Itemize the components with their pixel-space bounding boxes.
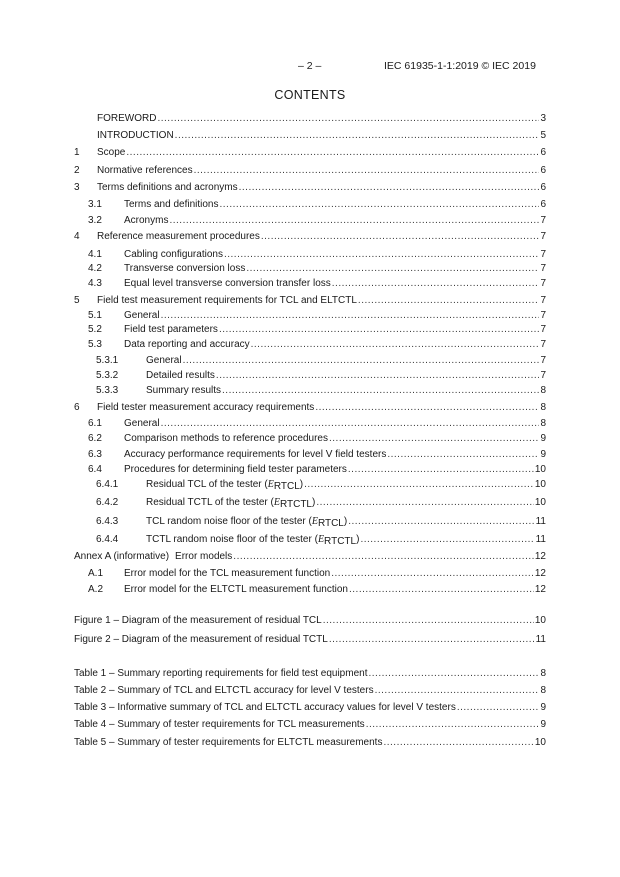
dot-leader — [348, 464, 534, 476]
toc-entry-title: General — [124, 418, 160, 429]
dot-leader — [246, 263, 539, 275]
dot-leader — [348, 516, 534, 528]
dot-leader — [315, 402, 539, 414]
toc-entry-number: 6.2 — [88, 433, 102, 444]
dot-leader — [368, 668, 539, 680]
dot-leader — [175, 130, 540, 142]
dot-leader — [383, 737, 533, 749]
toc-entry[interactable] — [74, 685, 546, 697]
toc-entry-page: 9 — [540, 719, 546, 730]
toc-entry[interactable] — [74, 668, 546, 680]
toc-entry-page: 6 — [540, 147, 546, 158]
dot-leader — [251, 339, 540, 351]
toc-entry-number: 2 — [74, 165, 80, 176]
toc-entry-page: 7 — [540, 278, 546, 289]
toc-entry-title: Error models — [175, 551, 233, 562]
toc-entry-number: 6.4.3 — [96, 516, 119, 527]
toc-entry[interactable] — [74, 534, 546, 548]
toc-entry-title: Error model for the ELTCTL measurement function — [124, 584, 348, 595]
toc-entry-title: Field test parameters — [124, 324, 218, 335]
toc-entry-page: 10 — [534, 737, 546, 748]
toc-entry-title: Table 1 – Summary reporting requirements for field test equipment — [74, 668, 368, 679]
toc-entry-number: 1 — [74, 147, 80, 158]
toc-entry-page: 7 — [540, 263, 546, 274]
toc-entry[interactable] — [74, 497, 546, 511]
dot-leader — [216, 370, 540, 382]
toc-entry[interactable] — [74, 355, 546, 367]
toc-entry[interactable] — [74, 215, 546, 227]
toc-entry[interactable] — [74, 615, 546, 627]
toc-entry-page: 8 — [540, 685, 546, 696]
dot-leader — [161, 310, 540, 322]
toc-entry[interactable] — [74, 147, 546, 159]
toc-entry-title: Field tester measurement accuracy requirements — [97, 402, 315, 413]
toc-entry-title: General — [146, 355, 182, 366]
toc-entry-title: Table 2 – Summary of TCL and ELTCTL accuracy for level V testers — [74, 685, 374, 696]
toc-entry[interactable] — [74, 278, 546, 290]
dot-leader — [161, 418, 540, 430]
toc-entry-title: Field test measurement requirements for TCL and ELTCTL — [97, 295, 357, 306]
dot-leader — [323, 615, 534, 627]
toc-entry-page: 12 — [534, 551, 546, 562]
toc-entry[interactable] — [74, 249, 546, 261]
toc-entry-page: 10 — [534, 479, 546, 490]
toc-entry-title: TCTL random noise floor of the tester (ERTCTL) — [146, 534, 360, 547]
toc-entry-title: Equal level transverse conversion transfer loss — [124, 278, 331, 289]
toc-entry-title: Accuracy performance requirements for level V field testers — [124, 449, 387, 460]
toc-entry-number: 6.4 — [88, 464, 102, 475]
toc-entry-number: 6.4.1 — [96, 479, 119, 490]
toc-entry[interactable] — [74, 231, 546, 243]
toc-entry-title: Scope — [97, 147, 126, 158]
toc-entry-number: 6.4.2 — [96, 497, 119, 508]
toc-entry[interactable] — [74, 263, 546, 275]
symbol: E — [273, 497, 280, 508]
toc-entry[interactable] — [74, 165, 546, 177]
dot-leader — [219, 324, 540, 336]
toc-entry-page: 10 — [534, 464, 546, 475]
toc-entry-title: Residual TCL of the tester (ERTCL) — [146, 479, 304, 492]
dot-leader — [366, 719, 540, 731]
toc-entry-page: 9 — [540, 449, 546, 460]
toc-entry-number: 6.4.4 — [96, 534, 119, 545]
dot-leader — [224, 249, 539, 261]
dot-leader — [375, 685, 540, 697]
toc-entry[interactable] — [74, 719, 546, 731]
toc-entry-page: 7 — [540, 295, 546, 306]
symbol-subscript: RTCTL — [324, 536, 357, 547]
dot-leader — [387, 449, 539, 461]
toc-entry-page: 10 — [534, 615, 546, 626]
symbol-subscript: RTCL — [317, 518, 344, 529]
symbol-subscript: RTCL — [273, 481, 300, 492]
toc-entry[interactable] — [74, 702, 546, 714]
toc-entry-title: TCL random noise floor of the tester (ERTCL) — [146, 516, 348, 529]
dot-leader — [331, 568, 534, 580]
toc-entry-title: Terms and definitions — [124, 199, 219, 210]
toc-entry-page: 7 — [540, 370, 546, 381]
toc-entry-title: Detailed results — [146, 370, 215, 381]
toc-entry-number: 4 — [74, 231, 80, 242]
symbol: E — [311, 516, 318, 527]
toc-entry[interactable] — [74, 449, 546, 461]
dot-leader — [329, 433, 539, 445]
toc-entry-number: 5.3.1 — [96, 355, 119, 366]
toc-entry[interactable] — [74, 464, 546, 476]
toc-entry[interactable] — [74, 402, 546, 414]
toc-entry[interactable] — [74, 516, 546, 530]
dot-leader — [457, 702, 540, 714]
toc-entry-title: Table 5 – Summary of tester requirements for ELTCTL measurements — [74, 737, 383, 748]
toc-entry-number: 6 — [74, 402, 80, 413]
toc-entry-number: 3.1 — [88, 199, 102, 210]
toc-entry[interactable] — [74, 433, 546, 445]
dot-leader — [169, 215, 539, 227]
toc-entry[interactable] — [74, 370, 546, 382]
dot-leader — [329, 634, 535, 646]
toc-entry-title: Reference measurement procedures — [97, 231, 260, 242]
toc-entry[interactable] — [74, 737, 546, 749]
toc-entry-number: 4.1 — [88, 249, 102, 260]
toc-entry-title: FOREWORD — [97, 113, 157, 124]
toc-entry-page: 7 — [540, 249, 546, 260]
toc-entry-page: 8 — [540, 385, 546, 396]
toc-entry-page: 3 — [540, 113, 546, 124]
toc-entry[interactable] — [74, 310, 546, 322]
toc-entry[interactable] — [74, 385, 546, 397]
toc-entry-number: 5.3.3 — [96, 385, 119, 396]
toc-entry[interactable] — [74, 634, 546, 646]
toc-entry-title: Error model for the TCL measurement function — [124, 568, 331, 579]
toc-entry-number: A.2 — [88, 584, 104, 595]
toc-entry-number: 6.1 — [88, 418, 102, 429]
toc-entry-title: Procedures for determining field tester parameters — [124, 464, 347, 475]
toc-entry[interactable] — [74, 568, 546, 580]
toc-entry-page: 9 — [540, 702, 546, 713]
dot-leader — [360, 534, 534, 546]
toc-entry-page: 7 — [540, 339, 546, 350]
toc-entry-page: 8 — [540, 418, 546, 429]
toc-entry-number: 5.1 — [88, 310, 102, 321]
toc-entry-page: 9 — [540, 433, 546, 444]
dot-leader — [239, 182, 540, 194]
toc-entry-page: 11 — [535, 534, 546, 545]
toc-entry-number: 5.3 — [88, 339, 102, 350]
toc-entry-title: Terms definitions and acronyms — [97, 182, 238, 193]
symbol: E — [267, 479, 274, 490]
symbol-subscript: RTCTL — [279, 499, 312, 510]
toc-entry[interactable] — [74, 113, 546, 125]
toc-entry[interactable] — [74, 479, 546, 493]
toc-entry-number: Annex A (informative) — [74, 551, 170, 562]
toc-entry[interactable] — [74, 551, 546, 563]
dot-leader — [183, 355, 540, 367]
toc-entry-title: Acronyms — [124, 215, 169, 226]
dot-leader — [358, 295, 540, 307]
toc-entry-title: INTRODUCTION — [97, 130, 174, 141]
toc-entry[interactable] — [74, 295, 546, 307]
toc-entry-page: 8 — [540, 668, 546, 679]
toc-entry-title: General — [124, 310, 160, 321]
toc-entry-page: 6 — [540, 165, 546, 176]
toc-entry-title: Data reporting and accuracy — [124, 339, 250, 350]
toc-entry-number: 3 — [74, 182, 80, 193]
toc-entry[interactable] — [74, 130, 546, 142]
toc-entry-number: 5 — [74, 295, 80, 306]
toc-entry-number: 5.3.2 — [96, 370, 119, 381]
toc-entry-title: Table 3 – Informative summary of TCL and ELTCTL accuracy values for level V testers — [74, 702, 456, 713]
dot-leader — [126, 147, 539, 159]
dot-leader — [194, 165, 540, 177]
toc-entry-title: Comparison methods to reference procedures — [124, 433, 328, 444]
dot-leader — [157, 113, 539, 125]
toc-entry[interactable] — [74, 584, 546, 596]
toc-entry-number: 5.2 — [88, 324, 102, 335]
toc-entry-number: 6.3 — [88, 449, 102, 460]
dot-leader — [261, 231, 540, 243]
dot-leader — [332, 278, 540, 290]
toc-entry-title: Table 4 – Summary of tester requirements for TCL measurements — [74, 719, 365, 730]
toc-entry-page: 11 — [535, 516, 546, 527]
toc-entry-page: 12 — [534, 568, 546, 579]
toc-entry[interactable] — [74, 418, 546, 430]
toc-entry-title: Transverse conversion loss — [124, 263, 246, 274]
symbol: E — [317, 534, 325, 545]
toc-entry-page: 10 — [534, 497, 546, 508]
toc-entry-page: 7 — [540, 231, 546, 242]
toc-entry-page: 6 — [540, 182, 546, 193]
toc-entry-title: Residual TCTL of the tester (ERTCTL) — [146, 497, 316, 510]
toc-entry-number: 4.2 — [88, 263, 102, 274]
dot-leader — [304, 479, 534, 491]
standard-reference: IEC 61935-1-1:2019 © IEC 2019 — [384, 60, 536, 72]
dot-leader — [349, 584, 534, 596]
toc-entry-title: Normative references — [97, 165, 193, 176]
toc-entry-page: 7 — [540, 324, 546, 335]
page-title: CONTENTS — [274, 88, 346, 102]
toc-entry[interactable] — [74, 339, 546, 351]
toc-entry-number: 3.2 — [88, 215, 102, 226]
dot-leader — [233, 551, 534, 563]
toc-entry-title: Summary results — [146, 385, 222, 396]
toc-entry[interactable] — [74, 199, 546, 211]
toc-entry-title: Figure 2 – Diagram of the measurement of residual TCTL — [74, 634, 328, 645]
toc-entry-page: 5 — [540, 130, 546, 141]
dot-leader — [222, 385, 539, 397]
page-number: – 2 – — [298, 60, 322, 72]
toc-entry[interactable] — [74, 324, 546, 336]
toc-entry[interactable] — [74, 182, 546, 194]
toc-entry-page: 12 — [534, 584, 546, 595]
dot-leader — [316, 497, 534, 509]
toc-entry-page: 6 — [540, 199, 546, 210]
toc-entry-title: Figure 1 – Diagram of the measurement of residual TCL — [74, 615, 322, 626]
toc-entry-number: A.1 — [88, 568, 104, 579]
toc-entry-page: 7 — [540, 355, 546, 366]
toc-entry-page: 7 — [540, 310, 546, 321]
toc-entry-page: 11 — [535, 634, 546, 645]
toc-entry-number: 4.3 — [88, 278, 102, 289]
toc-entry-title: Cabling configurations — [124, 249, 223, 260]
toc-entry-page: 8 — [540, 402, 546, 413]
dot-leader — [220, 199, 540, 211]
toc-entry-page: 7 — [540, 215, 546, 226]
